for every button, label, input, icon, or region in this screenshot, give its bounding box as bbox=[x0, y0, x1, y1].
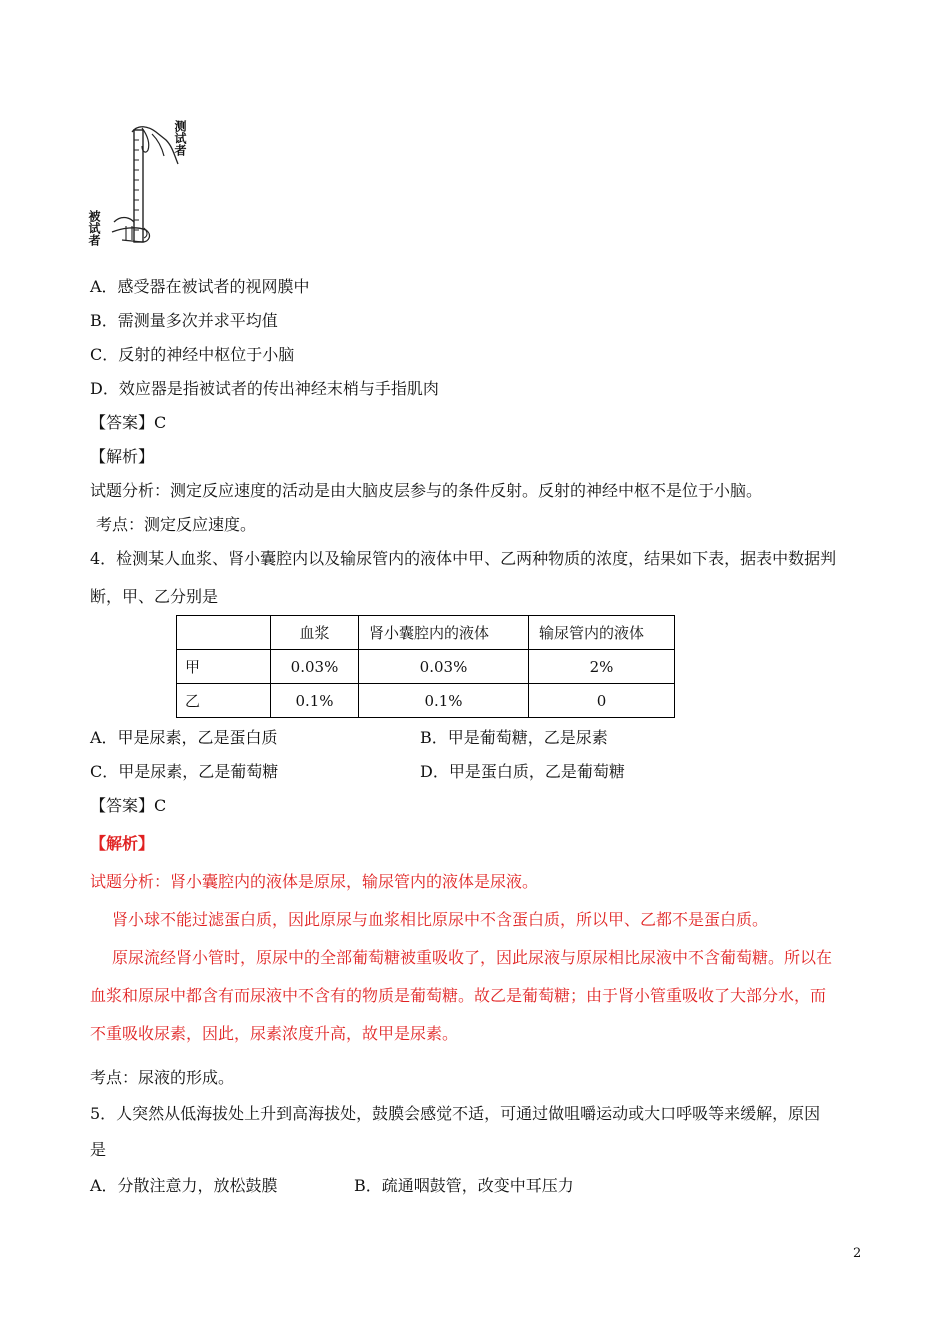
q4-answer: 【答案】C bbox=[90, 796, 167, 815]
table-cell: 0.1% bbox=[359, 684, 529, 718]
q4-analysis-line-3: 原尿流经肾小管时，原尿中的全部葡萄糖被重吸收了，因此尿液与原尿相比尿液中不含葡萄糖。所以在 bbox=[112, 948, 833, 967]
table-cell: 2% bbox=[529, 650, 675, 684]
q5-stem-line-2: 是 bbox=[90, 1140, 107, 1159]
table-header-cell: 肾小囊腔内的液体 bbox=[359, 616, 529, 650]
concentration-table bbox=[176, 615, 675, 718]
table-cell: 0.1% bbox=[271, 684, 359, 718]
q5-option-b: B．疏通咽鼓管，改变中耳压力 bbox=[354, 1176, 574, 1195]
table-row bbox=[177, 684, 675, 718]
q3-analysis-title: 【解析】 bbox=[90, 447, 155, 466]
q3-answer: 【答案】C bbox=[90, 413, 167, 432]
q3-option-b: B．需测量多次并求平均值 bbox=[90, 311, 278, 330]
q4-option-d: D．甲是蛋白质，乙是葡萄糖 bbox=[420, 762, 625, 781]
q4-analysis-title: 【解析】 bbox=[90, 834, 155, 853]
q4-point: 考点：尿液的形成。 bbox=[90, 1068, 235, 1087]
table-cell: 0.03% bbox=[359, 650, 529, 684]
table-cell: 乙 bbox=[177, 684, 271, 718]
q4-option-b: B．甲是葡萄糖，乙是尿素 bbox=[420, 728, 608, 747]
q4-analysis-line-2: 肾小球不能过滤蛋白质，因此原尿与血浆相比原尿中不含蛋白质，所以甲、乙都不是蛋白质。 bbox=[112, 910, 769, 929]
q5-stem-line-1: 5．人突然从低海拔处上升到高海拔处，鼓膜会感觉不适，可通过做咀嚼运动或大口呼吸等来缓解，原因 bbox=[90, 1104, 821, 1123]
q4-stem-line-1: 4．检测某人血浆、肾小囊腔内以及输尿管内的液体中甲、乙两种物质的浓度，结果如下表，据表中数据判 bbox=[90, 549, 837, 568]
table-cell: 甲 bbox=[177, 650, 271, 684]
tester-label: 测试者 bbox=[173, 120, 187, 156]
q3-option-c: C．反射的神经中枢位于小脑 bbox=[90, 345, 295, 364]
table-cell: 0 bbox=[529, 684, 675, 718]
table-header-row bbox=[177, 616, 675, 650]
q3-option-d: D．效应器是指被试者的传出神经末梢与手指肌肉 bbox=[90, 379, 439, 398]
q3-option-a: A．感受器在被试者的视网膜中 bbox=[90, 277, 310, 296]
table-cell: 0.03% bbox=[271, 650, 359, 684]
table-row bbox=[177, 650, 675, 684]
subject-label: 被试者 bbox=[87, 210, 101, 246]
table-header-cell bbox=[177, 616, 271, 650]
q4-analysis-line-1: 试题分析：肾小囊腔内的液体是原尿，输尿管内的液体是尿液。 bbox=[90, 872, 539, 891]
table-header-cell: 输尿管内的液体 bbox=[529, 616, 675, 650]
q5-option-a: A．分散注意力，放松鼓膜 bbox=[90, 1176, 278, 1195]
q4-option-c: C．甲是尿素，乙是葡萄糖 bbox=[90, 762, 279, 781]
page-number: 2 bbox=[853, 1246, 862, 1261]
q4-analysis-line-5: 不重吸收尿素，因此，尿素浓度升高，故甲是尿素。 bbox=[90, 1024, 459, 1043]
table-header-cell: 血浆 bbox=[271, 616, 359, 650]
ruler-test-figure bbox=[86, 118, 196, 254]
q4-stem-line-2: 断，甲、乙分别是 bbox=[90, 587, 219, 606]
q3-analysis: 试题分析：测定反应速度的活动是由大脑皮层参与的条件反射。反射的神经中枢不是位于小脑。 bbox=[90, 481, 763, 500]
q4-option-a: A．甲是尿素，乙是蛋白质 bbox=[90, 728, 278, 747]
q4-analysis-line-4: 血浆和原尿中都含有而尿液中不含有的物质是葡萄糖。故乙是葡萄糖；由于肾小管重吸收了大部分水，而 bbox=[90, 986, 827, 1005]
q3-point: 考点：测定反应速度。 bbox=[96, 515, 257, 534]
